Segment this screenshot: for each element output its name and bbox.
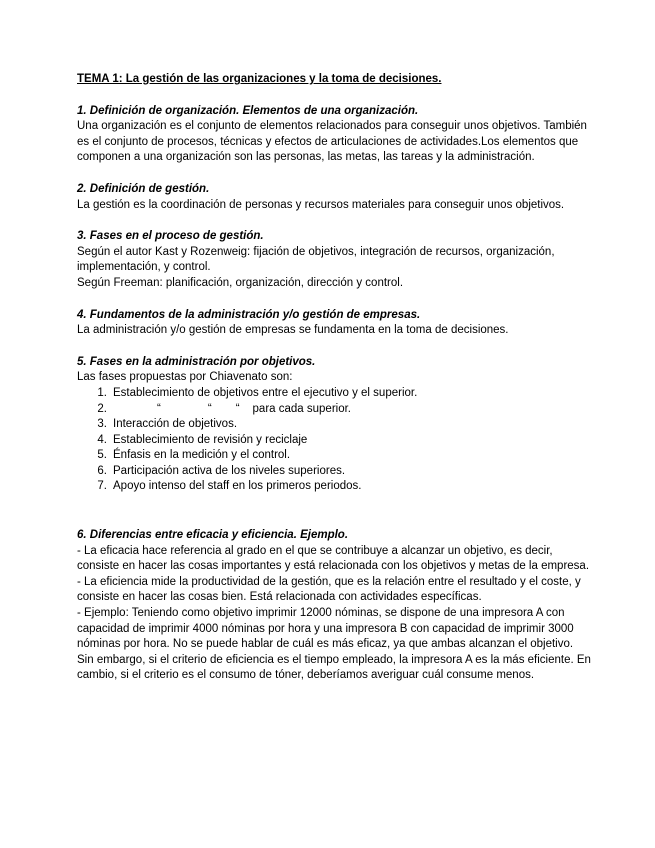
ditto-mark: “ [235,402,240,415]
list-number: 6. [97,464,107,477]
section-4-paragraph: La administración y/o gestión de empresas se fundamenta en la toma de decisiones. [77,324,509,337]
section-6-heading: 6. Diferencias entre eficacia y eficiencia. Ejemplo. [77,529,349,542]
list-text: para cada superior. [252,402,351,415]
phases-list [77,386,592,495]
section-2-paragraph: La gestión es la coordinación de personas y recursos materiales para conseguir unos objetivos. [77,198,565,211]
list-number: 5. [97,449,107,462]
section-5 [77,355,592,495]
list-number: 1. [97,386,107,399]
list-text: Establecimiento de revisión y reciclaje [113,433,308,446]
list-item [77,433,592,449]
list-item [77,479,592,495]
list-item [77,386,592,402]
section-6 [77,528,592,684]
section-3-paragraph-2: Según Freeman: planificación, organización, dirección y control. [77,276,404,289]
list-text: Interacción de objetivos. [113,418,238,431]
section-4-heading: 4. Fundamentos de la administración y/o gestión de empresas. [77,308,421,321]
list-text: Énfasis en la medición y el control. [113,449,291,462]
section-6-paragraph-1: - La eficacia hace referencia al grado en el que se contribuye a alcanzar un objetivo, es decir, consiste en hacer las cosas importantes y está relacionada con los objetivos y metas de la empresa. [77,544,590,573]
section-3-heading: 3. Fases en el proceso de gestión. [77,230,264,243]
section-3 [77,229,592,291]
list-number: 3. [97,418,107,431]
list-item [77,402,592,418]
section-1 [77,104,592,166]
section-4 [77,308,592,339]
list-item [77,448,592,464]
section-5-heading: 5. Fases en la administración por objetivos. [77,355,316,368]
list-text-ditto [113,402,592,418]
section-2-heading: 2. Definición de gestión. [77,182,210,195]
ditto-mark: “ [157,402,161,415]
list-number: 2. [97,402,107,415]
section-1-paragraph: Una organización es el conjunto de elementos relacionados para conseguir unos objetivos. También es el conjunto de procesos, técnicas y efectos de articulaciones de actividades.Los elementos que componen a una organización son las personas, las metas, las tareas y la administración. [77,120,587,164]
list-text: Participación activa de los niveles superiores. [113,464,346,477]
section-6-paragraph-3: - Ejemplo: Teniendo como objetivo imprimir 12000 nóminas, se dispone de una impresora A con capacidad de imprimir 4000 nóminas por hora y una impresora B con capacidad de imprimir 3000 nóminas por hora. No se puede hablar de cuál es más eficaz, ya que ambas alcanzan el objetivo. Sin embargo, si el criterio de eficiencia es el tiempo empleado, la impresora A es la más eficiente. En cambio, si el criterio es el consumo de tóner, deberíamos averiguar cuál consume menos. [77,607,591,682]
section-3-paragraph-1: Según el autor Kast y Rozenweig: fijación de objetivos, integración de recursos, organización, implementación, y control. [77,245,555,274]
list-number: 7. [97,480,107,493]
ditto-mark: “ [207,402,212,415]
list-item [77,417,592,433]
section-2 [77,182,592,213]
list-text: Apoyo intenso del staff en los primeros periodos. [113,480,362,493]
document-page [77,72,592,700]
section-5-intro: Las fases propuestas por Chiavenato son: [77,371,293,384]
section-6-paragraph-2: - La eficiencia mide la productividad de la gestión, que es la relación entre el resultado y el coste, y consiste en hacer las cosas bien. Está relacionada con actividades específicas. [77,575,581,604]
list-number: 4. [97,433,107,446]
list-item [77,464,592,480]
list-text: Establecimiento de objetivos entre el ejecutivo y el superior. [113,386,418,399]
document-title: TEMA 1: La gestión de las organizaciones y la toma de decisiones. [77,73,442,85]
section-1-heading: 1. Definición de organización. Elementos de una organización. [77,104,419,117]
